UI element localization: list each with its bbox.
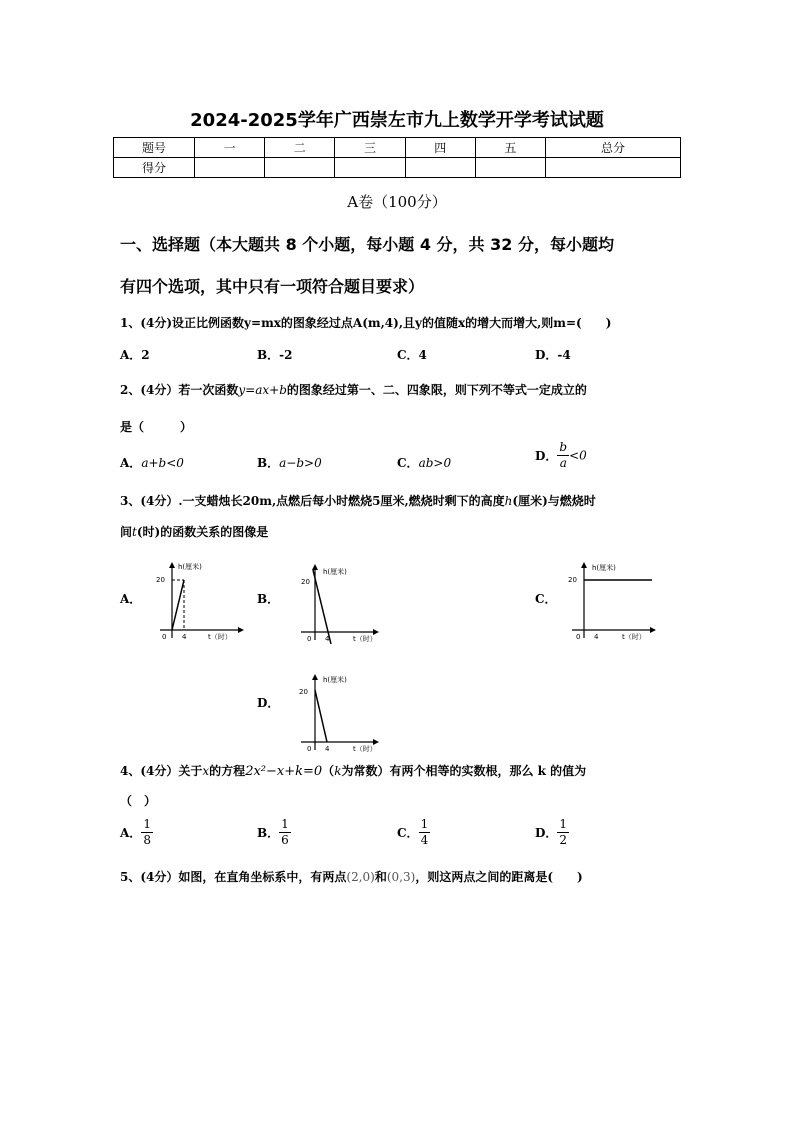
question-1-text: 1、(4分)设正比例函数y=mx的图象经过点A(m,4),且y的值随x的增大而增大,则m=( )	[120, 316, 612, 330]
x-axis-arrow	[650, 627, 656, 633]
question-5-text	[120, 868, 583, 885]
q1-option-d[interactable]: D．-4	[535, 348, 571, 362]
q3-line1-b: (厘米)与燃烧时	[512, 494, 596, 508]
x-tick-label: 4	[182, 633, 187, 641]
q4-option-b-fraction	[279, 817, 291, 848]
q2-option-c-label: C．	[397, 456, 419, 470]
y-tick-label: 20	[301, 578, 310, 586]
q4-option-d-denominator: 2	[559, 833, 568, 847]
score-header-cell: 总分	[546, 138, 681, 158]
y-axis-label: h(厘米)	[592, 564, 616, 572]
x-tick-label: 4	[325, 745, 330, 753]
q2-option-d-label: D．	[535, 449, 558, 463]
q4-var-x: x	[202, 764, 210, 778]
q3-option-a-label[interactable]: A．	[120, 592, 142, 606]
score-input-cell[interactable]	[546, 158, 681, 178]
x-axis-label: t（时）	[353, 745, 377, 753]
q4-option-b-label: B．	[257, 826, 280, 840]
graph-line	[172, 580, 184, 630]
q4-option-a-fraction	[141, 817, 153, 848]
q4-option-d-label: D．	[535, 826, 558, 840]
q4-var-k: k	[334, 764, 342, 778]
q4-option-b-numerator: 1	[281, 817, 289, 831]
q5-and: 和	[374, 870, 387, 884]
x-axis-label: t（时）	[208, 633, 232, 641]
q4-prefix: 4、(4分）关于	[120, 764, 203, 778]
score-row-label: 得分	[114, 158, 195, 178]
q4-option-d-fraction	[557, 817, 569, 848]
q3-graph-b[interactable]	[293, 562, 393, 644]
volume-heading: A卷（100分）	[347, 193, 447, 211]
score-input-cell[interactable]	[475, 158, 545, 178]
section-heading-line1: 一、选择题（本大题共 8 个小题，每小题 4 分，共 32 分，每小题均	[120, 235, 614, 254]
q5-suffix: ，则这两点之间的距离是( )	[415, 870, 583, 884]
q2-option-d-numerator: b	[559, 440, 568, 454]
q5-point-2: (0,3)	[386, 870, 416, 884]
graph-line	[313, 570, 331, 644]
q3-line2-b: (时)的函数关系的图像是	[136, 525, 269, 539]
score-input-cell[interactable]	[195, 158, 265, 178]
q3-graph-d[interactable]	[293, 672, 393, 754]
y-tick-label: 20	[156, 576, 165, 584]
x-tick-label: 4	[594, 633, 599, 641]
q4-option-b[interactable]	[257, 817, 291, 848]
q3-option-b-label[interactable]: B．	[257, 592, 280, 606]
q4-option-c-denominator: 4	[420, 833, 429, 847]
q4-option-c-fraction	[419, 817, 431, 848]
q1-option-b[interactable]: B．-2	[257, 348, 293, 362]
q3-graph-c[interactable]	[562, 560, 662, 642]
q2-suffix: 的图象经过第一、二、四象限，则下列不等式一定成立的	[286, 383, 587, 397]
q3-line2-a: 间	[120, 525, 133, 539]
q4-option-c[interactable]	[397, 817, 430, 848]
question-4-text-line2: （ ）	[120, 794, 157, 808]
q2-option-d-rest: <0	[569, 448, 587, 463]
score-header-cell: 二	[265, 138, 335, 158]
q4-option-a-label: A．	[120, 826, 142, 840]
score-header-cell: 五	[475, 138, 545, 158]
x-axis-label: t（时）	[353, 635, 377, 643]
question-3-text	[120, 492, 596, 509]
q2-option-b[interactable]	[257, 454, 322, 471]
origin-label: 0	[162, 633, 167, 641]
origin-label: 0	[576, 633, 581, 641]
q2-option-c-math: ab>0	[418, 456, 452, 470]
q4-option-d[interactable]	[535, 817, 569, 848]
question-3-text-line2	[120, 523, 268, 540]
q5-point-1: (2,0)	[346, 870, 375, 884]
q2-option-a-math: a+b<0	[141, 456, 184, 470]
x-tick-label: 4	[325, 635, 330, 643]
score-input-cell[interactable]	[265, 158, 335, 178]
q5-prefix: 5、(4分）如图，在直角坐标系中，有两点	[120, 870, 347, 884]
q2-option-b-label: B．	[257, 456, 280, 470]
graph-line	[315, 690, 327, 742]
q3-line1-a: 3、(4分）.一支蜡烛长20m,点燃后每小时燃烧5厘米,燃烧时剩下的高度	[120, 494, 505, 508]
y-axis-label: h(厘米)	[323, 676, 347, 684]
q4-option-b-denominator: 6	[281, 833, 289, 847]
q4-paren: （	[322, 764, 335, 778]
q2-option-d-fraction	[557, 440, 569, 471]
x-axis-label: t（时）	[622, 633, 646, 641]
score-table-header-row	[114, 138, 681, 158]
score-header-cell: 四	[405, 138, 475, 158]
score-table	[113, 137, 681, 178]
score-input-cell[interactable]	[405, 158, 475, 178]
q2-option-c[interactable]	[397, 454, 451, 471]
q4-option-c-numerator: 1	[420, 817, 429, 831]
y-tick-label: 20	[568, 576, 577, 584]
y-axis-arrow	[169, 562, 175, 568]
q2-option-d[interactable]	[535, 440, 587, 471]
q2-option-a[interactable]	[120, 454, 184, 471]
score-header-cell: 三	[335, 138, 405, 158]
question-2-text-line2: 是（ ）	[120, 420, 193, 434]
section-heading-line2: 有四个选项，其中只有一项符合题目要求）	[120, 277, 425, 296]
q3-graph-a[interactable]	[150, 560, 250, 642]
origin-label: 0	[307, 635, 312, 643]
y-axis-arrow	[581, 562, 587, 568]
q3-option-d-label[interactable]: D．	[257, 696, 280, 710]
score-header-cell: 题号	[114, 138, 195, 158]
q3-option-c-label[interactable]: C．	[535, 592, 557, 606]
x-axis-arrow	[238, 627, 244, 633]
q2-option-a-label: A．	[120, 456, 142, 470]
question-4-text	[120, 762, 586, 779]
q4-option-c-label: C．	[397, 826, 419, 840]
question-2-text	[120, 381, 587, 398]
score-table-score-row	[114, 158, 681, 178]
q4-rest: 为常数）有两个相等的实数根，那么 k 的值为	[341, 764, 587, 778]
origin-label: 0	[307, 745, 312, 753]
q4-option-a-numerator: 1	[143, 817, 151, 831]
q2-formula: y=ax+b	[238, 383, 287, 397]
q1-option-c[interactable]: C．4	[397, 348, 427, 362]
q2-option-b-math: a−b>0	[279, 456, 322, 470]
score-header-cell: 一	[195, 138, 265, 158]
q4-option-a-denominator: 8	[143, 833, 151, 847]
q2-prefix: 2、(4分）若一次函数	[120, 383, 239, 397]
q3-var-h: h	[504, 494, 513, 508]
y-axis-arrow	[312, 564, 318, 570]
q4-mid: 的方程	[209, 764, 246, 778]
score-input-cell[interactable]	[335, 158, 405, 178]
y-axis-label: h(厘米)	[178, 563, 202, 571]
q1-option-a[interactable]: A．2	[120, 348, 150, 362]
y-axis-arrow	[312, 674, 318, 680]
y-axis-label: h(厘米)	[323, 568, 347, 576]
q4-equation: 2x²−x+k=0	[245, 764, 323, 779]
page-title: 2024-2025学年广西崇左市九上数学开学考试试题	[190, 110, 604, 131]
q2-option-d-denominator: a	[559, 456, 567, 470]
q4-option-a[interactable]	[120, 817, 153, 848]
q3-var-t: t	[132, 525, 137, 539]
y-tick-label: 20	[299, 688, 308, 696]
q4-option-d-numerator: 1	[559, 817, 568, 831]
